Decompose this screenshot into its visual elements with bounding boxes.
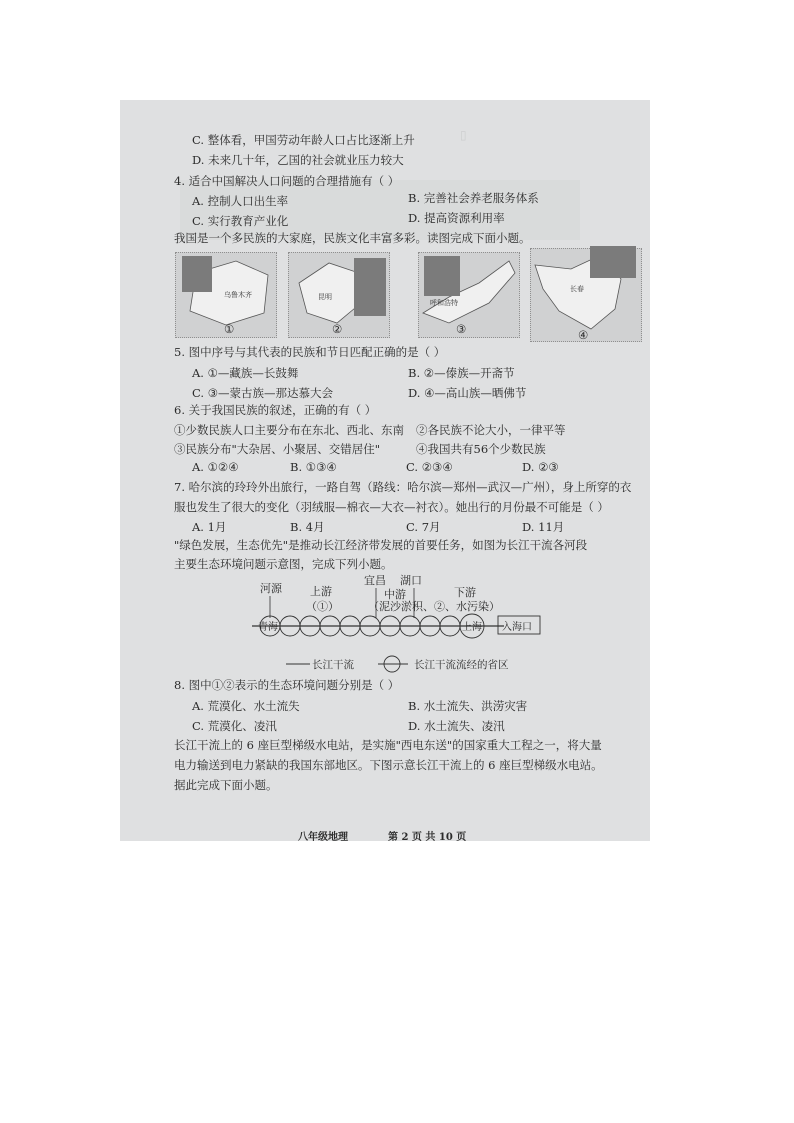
intro-yangtze-line1: "绿色发展，生态优先"是推动长江经济带发展的首要任务，如图为长江干流各河段 <box>174 538 588 552</box>
intro-yangtze-line2: 主要生态环境问题示意图，完成下列小题。 <box>174 557 393 571</box>
label-zhongyou: 中游 <box>384 588 406 601</box>
legend-circle-label: 长江干流流经的省区 <box>414 659 509 671</box>
label-heyuan: 河源 <box>260 582 282 595</box>
q7-option-d: D. 11月 <box>522 520 565 534</box>
q6-statement-1: ①少数民族人口主要分布在东北、西北、东南 <box>174 423 404 437</box>
photo-ethnic-3 <box>424 256 460 296</box>
label-estuary: 入海口 <box>502 622 532 633</box>
q3-option-d: D. 未来几十年，乙国的社会就业压力较大 <box>192 153 404 167</box>
city-label-4: 长春 <box>570 285 584 293</box>
footer-page-number: 第 2 页 共 10 页 <box>388 832 467 841</box>
photo-ethnic-2 <box>354 258 386 316</box>
q5-stem: 5. 图中序号与其代表的民族和节日匹配正确的是（ ） <box>174 345 446 359</box>
q5-option-c: C. ③—蒙古族—那达慕大会 <box>192 386 334 400</box>
intro-hydropower-line3: 据此完成下面小题。 <box>174 778 278 792</box>
label-yichang: 宜昌 <box>364 574 386 587</box>
label-xiayou: 下游 <box>454 586 476 599</box>
map-number-2: ② <box>332 322 343 336</box>
q5-option-d: D. ④—高山族—晒佛节 <box>408 386 527 400</box>
q6-option-c: C. ②③④ <box>406 460 453 474</box>
intro-hydropower-line2: 电力输送到电力紧缺的我国东部地区。下图示意长江干流上的 6 座巨型梯级水电站。 <box>174 758 603 772</box>
q8-option-d: D. 水土流失、凌汛 <box>408 719 505 733</box>
q7-option-a: A. 1月 <box>192 520 227 534</box>
q7-stem-line2: 服也发生了很大的变化（羽绒服—棉衣—大衣—衬衣）。她出行的月份最不可能是（ ） <box>174 500 609 514</box>
label-shangyou-issue: （①） <box>306 600 339 613</box>
q8-option-a: A. 荒漠化、水土流失 <box>192 699 300 713</box>
q6-option-b: B. ①③④ <box>290 460 337 474</box>
label-qinghai: 青海 <box>258 622 278 633</box>
q3-option-c: C. 整体看，甲国劳动年龄人口占比逐渐上升 <box>192 133 415 147</box>
city-label-1: 乌鲁木齐 <box>224 291 252 299</box>
intro-ethnic: 我国是一个多民族的大家庭，民族文化丰富多彩。读图完成下面小题。 <box>174 231 531 245</box>
label-shangyou: 上游 <box>310 585 332 598</box>
q6-stem: 6. 关于我国民族的叙述，正确的有（ ） <box>174 403 377 417</box>
q6-statement-4: ④我国共有56个少数民族 <box>416 442 546 456</box>
q7-option-c: C. 7月 <box>406 520 441 534</box>
label-shanghai: 上海 <box>462 622 482 633</box>
q4-option-a: A. 控制人口出生率 <box>192 194 289 208</box>
bleed-through-mark: ▯ <box>460 128 467 142</box>
yangtze-diagram <box>120 570 650 680</box>
photo-ethnic-1 <box>182 256 212 292</box>
photo-ethnic-4 <box>590 246 636 278</box>
map-number-1: ① <box>224 322 235 336</box>
footer-subject: 八年级地理 <box>298 832 348 841</box>
intro-hydropower-line1: 长江干流上的 6 座巨型梯级水电站，是实施"西电东送"的国家重大工程之一，将大量 <box>174 738 602 752</box>
q5-option-b: B. ②—傣族—开斋节 <box>408 366 515 380</box>
label-hukou: 湖口 <box>400 574 422 587</box>
q6-statement-3: ③民族分布"大杂居、小聚居、交错居住" <box>174 442 381 456</box>
q8-stem: 8. 图中①②表示的生态环境问题分别是（ ） <box>174 678 400 692</box>
q4-option-c: C. 实行教育产业化 <box>192 214 289 228</box>
map-number-3: ③ <box>456 322 467 336</box>
exam-page-photo <box>120 100 650 841</box>
q7-option-b: B. 4月 <box>290 520 325 534</box>
diagram-legend <box>286 656 509 672</box>
legend-line-label: 长江干流 <box>312 659 354 671</box>
label-zhongyou-issue: （泥沙淤积、②、水污染） <box>368 600 500 613</box>
q4-option-b: B. 完善社会养老服务体系 <box>408 191 539 205</box>
q7-stem-line1: 7. 哈尔滨的玲玲外出旅行，一路自驾（路线：哈尔滨—郑州—武汉—广州），身上所穿的衣 <box>174 480 632 494</box>
q6-statement-2: ②各民族不论大小，一律平等 <box>416 423 566 437</box>
map-number-4: ④ <box>578 328 589 342</box>
q6-option-d: D. ②③ <box>522 460 559 474</box>
q4-option-d: D. 提高资源利用率 <box>408 211 505 225</box>
q8-option-c: C. 荒漠化、凌汛 <box>192 719 277 733</box>
q8-option-b: B. 水土流失、洪涝灾害 <box>408 699 528 713</box>
q6-option-a: A. ①②④ <box>192 460 239 474</box>
diagram-labels <box>260 573 500 613</box>
city-label-2: 昆明 <box>318 293 332 301</box>
city-label-3: 呼和浩特 <box>430 299 458 307</box>
q5-option-a: A. ①—藏族—长鼓舞 <box>192 366 299 380</box>
q4-stem: 4. 适合中国解决人口问题的合理措施有（ ） <box>174 174 400 188</box>
